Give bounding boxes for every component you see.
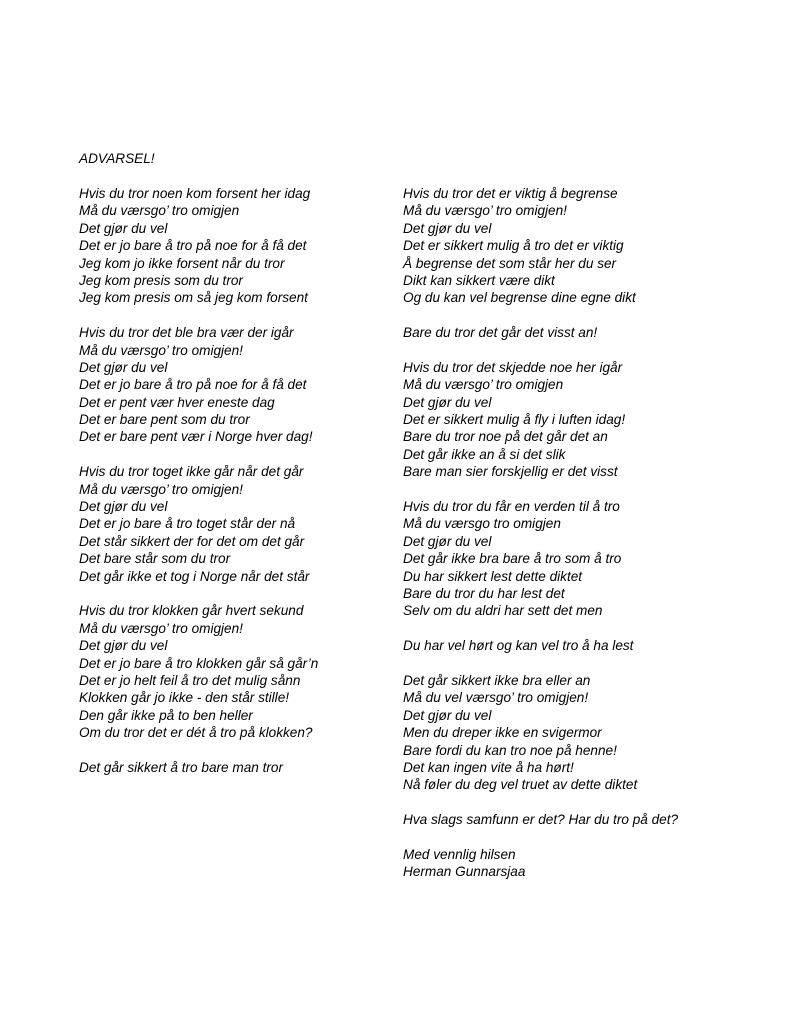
poem-line: Må du værsgo’ tro omigjen! bbox=[79, 481, 243, 497]
poem-line: Det står sikkert der for det om det går bbox=[79, 533, 305, 549]
poem-line: Hvis du tror det er viktig å begrense bbox=[403, 186, 618, 201]
poem-line: Det gjør du vel bbox=[79, 220, 168, 236]
stanza bbox=[403, 811, 773, 828]
stanza bbox=[403, 637, 773, 654]
poem-line: Det gjør du vel bbox=[403, 533, 492, 549]
right-column bbox=[403, 185, 773, 898]
poem-line: Dikt kan sikkert være dikt bbox=[403, 272, 555, 288]
poem-line: Bare man sier forskjellig er det visst bbox=[403, 464, 618, 480]
stanza bbox=[403, 324, 773, 341]
poem-line: Det gjør du vel bbox=[403, 707, 492, 723]
poem-line: Men du dreper ikke en svigermor bbox=[403, 725, 602, 741]
poem-line: Det er jo bare å tro klokken går så går’n bbox=[79, 655, 319, 671]
stanza bbox=[403, 672, 773, 794]
poem-title: ADVARSEL! bbox=[79, 151, 155, 166]
poem-line: Hvis du tror toget ikke går når det går bbox=[79, 464, 304, 480]
poem-line: Må du værsgo’ tro omigjen bbox=[403, 377, 564, 393]
poem-line: Herman Gunnarsjaa bbox=[403, 864, 526, 880]
poem-line: Jeg kom presis som du tror bbox=[79, 272, 243, 288]
poem-line: Det går ikke bra bare å tro som å tro bbox=[403, 551, 622, 567]
poem-line: Det kan ingen vite å ha hørt! bbox=[403, 759, 574, 775]
poem-line: Det går ikke et tog i Norge når det står bbox=[79, 568, 310, 584]
poem-line: Bare du tror noe på det går det an bbox=[403, 429, 608, 445]
poem-line: Og du kan vel begrense dine egne dikt bbox=[403, 290, 636, 306]
poem-line: Å begrense det som står her du ser bbox=[403, 255, 617, 271]
stanza bbox=[79, 759, 389, 776]
poem-line: Hvis du tror det ble bra vær der igår bbox=[79, 325, 294, 341]
poem-line: Det gjør du vel bbox=[79, 359, 168, 375]
stanza bbox=[403, 359, 773, 481]
poem-line: Det går sikkert å tro bare man tror bbox=[79, 759, 283, 775]
poem-line: Hvis du tror klokken går hvert sekund bbox=[79, 603, 304, 619]
poem-line: Må du værsgo’ tro omigjen! bbox=[403, 203, 567, 219]
stanza bbox=[79, 324, 389, 446]
poem-line: Det bare står som du tror bbox=[79, 551, 231, 567]
poem-line: Jeg kom presis om så jeg kom forsent bbox=[79, 290, 308, 306]
poem-line: Det er jo bare å tro toget står der nå bbox=[79, 516, 296, 532]
poem-line: Bare fordi du kan tro noe på henne! bbox=[403, 742, 617, 758]
poem-line: Det er jo bare å tro på noe for å få det bbox=[79, 377, 307, 393]
poem-line: Det er bare pent vær i Norge hver dag! bbox=[79, 429, 313, 445]
poem-line: Bare du tror du har lest det bbox=[403, 585, 565, 601]
stanza bbox=[79, 463, 389, 585]
poem-line: Hvis du tror noen kom forsent her idag bbox=[79, 186, 311, 201]
poem-line: Du har vel hørt og kan vel tro å ha lest bbox=[403, 638, 634, 654]
stanza bbox=[403, 185, 773, 307]
left-column bbox=[79, 185, 389, 794]
stanza bbox=[403, 846, 773, 881]
poem-line: Må du værsgo’ tro omigjen! bbox=[79, 342, 243, 358]
poem-line: Må du værsgo tro omigjen bbox=[403, 516, 561, 532]
stanza bbox=[403, 498, 773, 620]
poem-line: Må du vel værsgo’ tro omigjen! bbox=[403, 690, 589, 706]
poem-line: Det går ikke an å si det slik bbox=[403, 446, 566, 462]
poem-line: Det er sikkert mulig å fly i luften idag! bbox=[403, 412, 626, 428]
poem-line: Det gjør du vel bbox=[79, 499, 168, 515]
poem-line: Det er bare pent som du tror bbox=[79, 412, 250, 428]
poem-line: Med vennlig hilsen bbox=[403, 846, 516, 862]
poem-line: Må du værsgo’ tro omigjen! bbox=[79, 620, 243, 636]
poem-line: Det er jo bare å tro på noe for å få det bbox=[79, 238, 307, 254]
poem-line: Bare du tror det går det visst an! bbox=[403, 325, 598, 341]
poem-line: Hvis du tror du får en verden til å tro bbox=[403, 499, 620, 515]
poem-line: Klokken går jo ikke - den står stille! bbox=[79, 690, 290, 706]
poem-line: Det gjør du vel bbox=[403, 220, 492, 236]
poem-line: Det er sikkert mulig å tro det er viktig bbox=[403, 238, 624, 254]
poem-line: Det går sikkert ikke bra eller an bbox=[403, 672, 591, 688]
stanza bbox=[79, 185, 389, 307]
poem-line: Du har sikkert lest dette diktet bbox=[403, 568, 583, 584]
poem-line: Jeg kom jo ikke forsent når du tror bbox=[79, 255, 285, 271]
poem-line: Det gjør du vel bbox=[79, 638, 168, 654]
poem-line: Det gjør du vel bbox=[403, 394, 492, 410]
poem-line: Det er pent vær hver eneste dag bbox=[79, 394, 275, 410]
poem-line: Det er jo helt feil å tro det mulig sånn bbox=[79, 672, 301, 688]
poem-line: Den går ikke på to ben heller bbox=[79, 707, 253, 723]
poem-line: Om du tror det er dét å tro på klokken? bbox=[79, 725, 313, 741]
poem-line: Må du værsgo’ tro omigjen bbox=[79, 203, 240, 219]
stanza bbox=[79, 602, 389, 741]
poem-line: Hvis du tror det skjedde noe her igår bbox=[403, 359, 623, 375]
poem-line: Nå føler du deg vel truet av dette diktet bbox=[403, 777, 638, 793]
poem-line: Hva slags samfunn er det? Har du tro på det? bbox=[403, 812, 679, 828]
poem-line: Selv om du aldri har sett det men bbox=[403, 603, 603, 619]
